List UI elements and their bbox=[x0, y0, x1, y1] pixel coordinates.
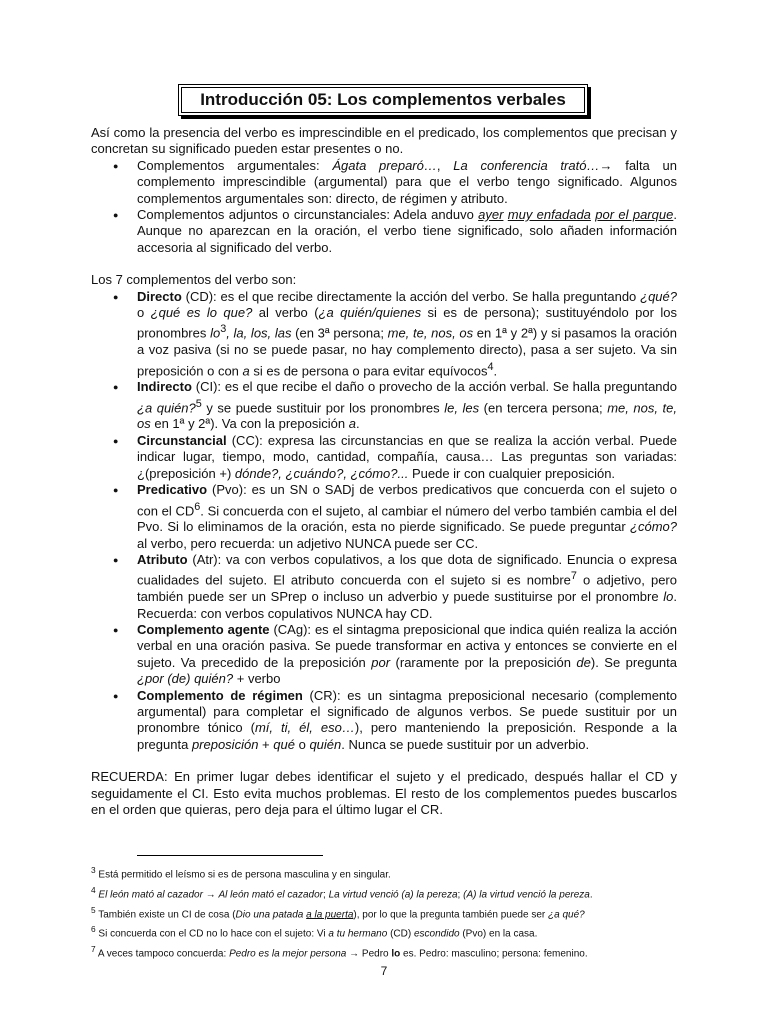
list-item-directo: ● Directo (CD): es el que recibe directamente la acción del verbo. Se halla preguntando ¿qué? o ¿qué es lo que? al verbo (¿a quién/quienes si es de persona); sustituyéndolo por los pronombres $lo^3$, la, los, las (en 3ª persona; me, te, nos, os en 1ª y 2ª) y si pasamos la oración a voz pasiva (si no se puede pasar, no hay complemento directo), pasa a ser sujeto. Va sin preposición o con a si es de persona o para evitar equívocos$^4$. bbox=[91, 289, 677, 380]
list-item-circunstancial: ● Circunstancial (CC): expresa las circunstancias en que se realiza la acción verbal. Puede indicar lugar, tiempo, modo, cantidad, compañía, causa… Las preguntas son variadas: ¿(preposición +) dónde?, ¿cuándo?, ¿cómo?... Puede ir con cualquier preposición. bbox=[91, 433, 677, 482]
list-item-regimen: ● Complemento de régimen (CR): es un sintagma preposicional necesario (complemento argumental) para completar el significado de algunos verbos. Se puede sustituir por un pronombre tónico (mí, ti, él, eso…), pero manteniendo la preposición. Responde a la pregunta preposición + qué o quién. Nunca se puede sustituir por un adverbio. bbox=[91, 688, 677, 754]
footnote-4: $^4$ El león mató al cazador → Al león mató el cazador; La virtud venció (a) la pereza; (A) la virtud venció la pereza. bbox=[91, 884, 593, 901]
page-title: Introducción 05: Los complementos verbales bbox=[200, 90, 566, 109]
list-item-indirecto: ● Indirecto (CI): es el que recibe el daño o provecho de la acción verbal. Se halla preguntando ¿a quién?$^5$ y se puede sustituir por los pronombres le, les (en tercera persona; me, nos, te, os en 1ª y 2ª). Va con la preposición a. bbox=[91, 379, 677, 433]
complements-list bbox=[91, 289, 677, 754]
arrow-icon: → bbox=[349, 948, 360, 960]
list-item-adjuntos: ● Complementos adjuntos o circunstanciales: Adela anduvo ayer muy enfadada por el parque. Aunque no aparezcan en la oración, el verbo tiene significado, solo añaden información accesoria al significado del verbo. bbox=[91, 207, 677, 256]
list-item-agente: ● Complemento agente (CAg): es el sintagma preposicional que indica quién realiza la acción verbal en una oración pasiva. Se puede transformar en activa y entonces se convierte en el sujeto. Va precedido de la preposición por (raramente por la preposición de). Se pregunta ¿por (de) quién? + verbo bbox=[91, 622, 677, 688]
footnote-5: $^5$ También existe un CI de cosa (Dio una patada a la puerta), por lo que la pregunta también puede ser ¿a qué? bbox=[91, 904, 585, 920]
list-item-argumentales: ● Complementos argumentales: Ágata preparó…, La conferencia trató…→ falta un complemento imprescindible (argumental) para que el verbo tengo significado. Algunos complementos argumentales son: directo, de régimen y atributo. bbox=[91, 158, 677, 207]
main-content bbox=[91, 125, 677, 818]
footnotes bbox=[91, 863, 681, 962]
title-box bbox=[178, 84, 588, 116]
list-heading: Los 7 complementos del verbo son: bbox=[91, 272, 297, 288]
intro-list bbox=[91, 158, 677, 256]
list-item-predicativo: ● Predicativo (Pvo): es un SN o SADj de verbos predicativos que concuerda con el sujeto o con el $CD^6$. Si concuerda con el sujeto, al cambiar el número del verbo también cambia el del Pvo. Si lo eliminamos de la oración, esta no pierde significado. Se puede preguntar ¿cómo? al verbo, pero recuerda: un adjetivo NUNCA puede ser CC. bbox=[91, 482, 677, 552]
footnote-separator bbox=[137, 855, 323, 856]
footnote-7: $^7$ A veces tampoco concuerda: Pedro es la mejor persona → Pedro lo es. Pedro: masculino; persona: femenino. bbox=[91, 944, 588, 960]
footnote-6: $^6$ Si concuerda con el CD no lo hace con el sujeto: Vi a tu hermano (CD) escondido (Pvo) en la casa. bbox=[91, 924, 538, 940]
list-item-atributo: ● Atributo (Atr): va con verbos copulativos, a los que dota de significado. Enuncia o expresa cualidades del sujeto. El atributo concuerda con el sujeto si es nombre$^7$ o adjetivo, pero también puede ser un SPrep o incluso un adverbio y puede sustituirse por el pronombre lo. Recuerda: con verbos copulativos NUNCA hay CD. bbox=[91, 552, 677, 622]
footnote-3: $^3$ Está permitido el leísmo si es de persona masculina y en singular. bbox=[91, 865, 391, 881]
arrow-icon: → bbox=[205, 889, 216, 901]
page-number: 7 bbox=[380, 964, 388, 978]
recuerda-paragraph: RECUERDA: En primer lugar debes identificar el sujeto y el predicado, después hallar el CD y seguidamente el CI. Esto evita muchos problemas. El resto de los complementos puedes buscarlos en el orden que quieras, pero deja para el último lugar el CR. bbox=[91, 769, 677, 818]
arrow-icon: → bbox=[599, 157, 613, 173]
intro-paragraph: Así como la presencia del verbo es imprescindible en el predicado, los complementos que precisan y concretan su significado pueden estar presentes o no. bbox=[91, 125, 677, 157]
